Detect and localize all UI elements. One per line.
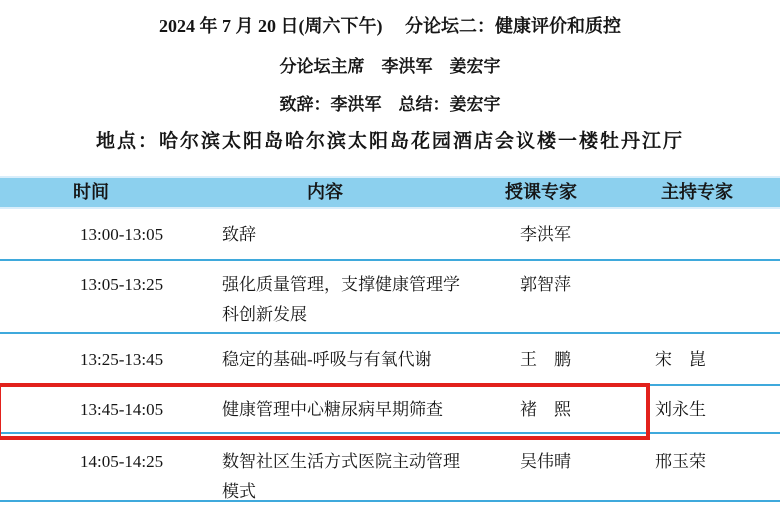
table-row bbox=[0, 261, 780, 334]
cell-host: 刘永生 bbox=[655, 400, 706, 419]
cell-lecturer: 郭智萍 bbox=[520, 275, 571, 294]
table-row bbox=[0, 209, 780, 261]
cell-lecturer: 李洪军 bbox=[520, 225, 571, 244]
column-header-content: 内容 bbox=[307, 182, 343, 202]
cell-time: 14:05-14:25 bbox=[80, 452, 164, 471]
table-row bbox=[0, 334, 780, 386]
cell-time: 13:25-13:45 bbox=[80, 350, 164, 369]
table-body bbox=[0, 209, 780, 502]
cell-lecturer: 吴伟晴 bbox=[520, 452, 571, 471]
table-header-row bbox=[0, 176, 780, 209]
cell-time: 13:00-13:05 bbox=[80, 225, 164, 244]
session-chairs: 分论坛主席 李洪军 姜宏宇 bbox=[279, 57, 501, 76]
session-opening-summary: 致辞：李洪军 总结：姜宏宇 bbox=[279, 95, 501, 114]
cell-time: 13:05-13:25 bbox=[80, 275, 164, 294]
cell-lecturer: 褚 熙 bbox=[520, 400, 571, 419]
session-venue: 地点：哈尔滨太阳岛哈尔滨太阳岛花园酒店会议楼一楼牡丹江厅 bbox=[95, 131, 684, 152]
cell-host: 邢玉荣 bbox=[655, 452, 706, 471]
table-row-highlighted bbox=[0, 386, 780, 434]
cell-lecturer: 王 鹏 bbox=[520, 350, 571, 369]
cell-content: 健康管理中心糖尿病早期筛查 bbox=[222, 400, 443, 419]
cell-host: 宋 崑 bbox=[655, 350, 706, 369]
cell-time: 13:45-14:05 bbox=[80, 400, 164, 419]
cell-content: 稳定的基础-呼吸与有氧代谢 bbox=[222, 350, 432, 369]
cell-content: 数智社区生活方式医院主动管理模式 bbox=[222, 452, 460, 501]
column-header-lecturer: 授课专家 bbox=[505, 182, 577, 202]
cell-content: 致辞 bbox=[222, 225, 256, 244]
column-header-host: 主持专家 bbox=[661, 182, 733, 202]
column-header-time: 时间 bbox=[73, 182, 109, 202]
session-title: 2024 年 7 月 20 日(周六下午) 分论坛二：健康评价和质控 bbox=[159, 16, 621, 36]
cell-content: 强化质量管理，支撑健康管理学科创新发展 bbox=[222, 275, 460, 324]
table-row bbox=[0, 434, 780, 502]
